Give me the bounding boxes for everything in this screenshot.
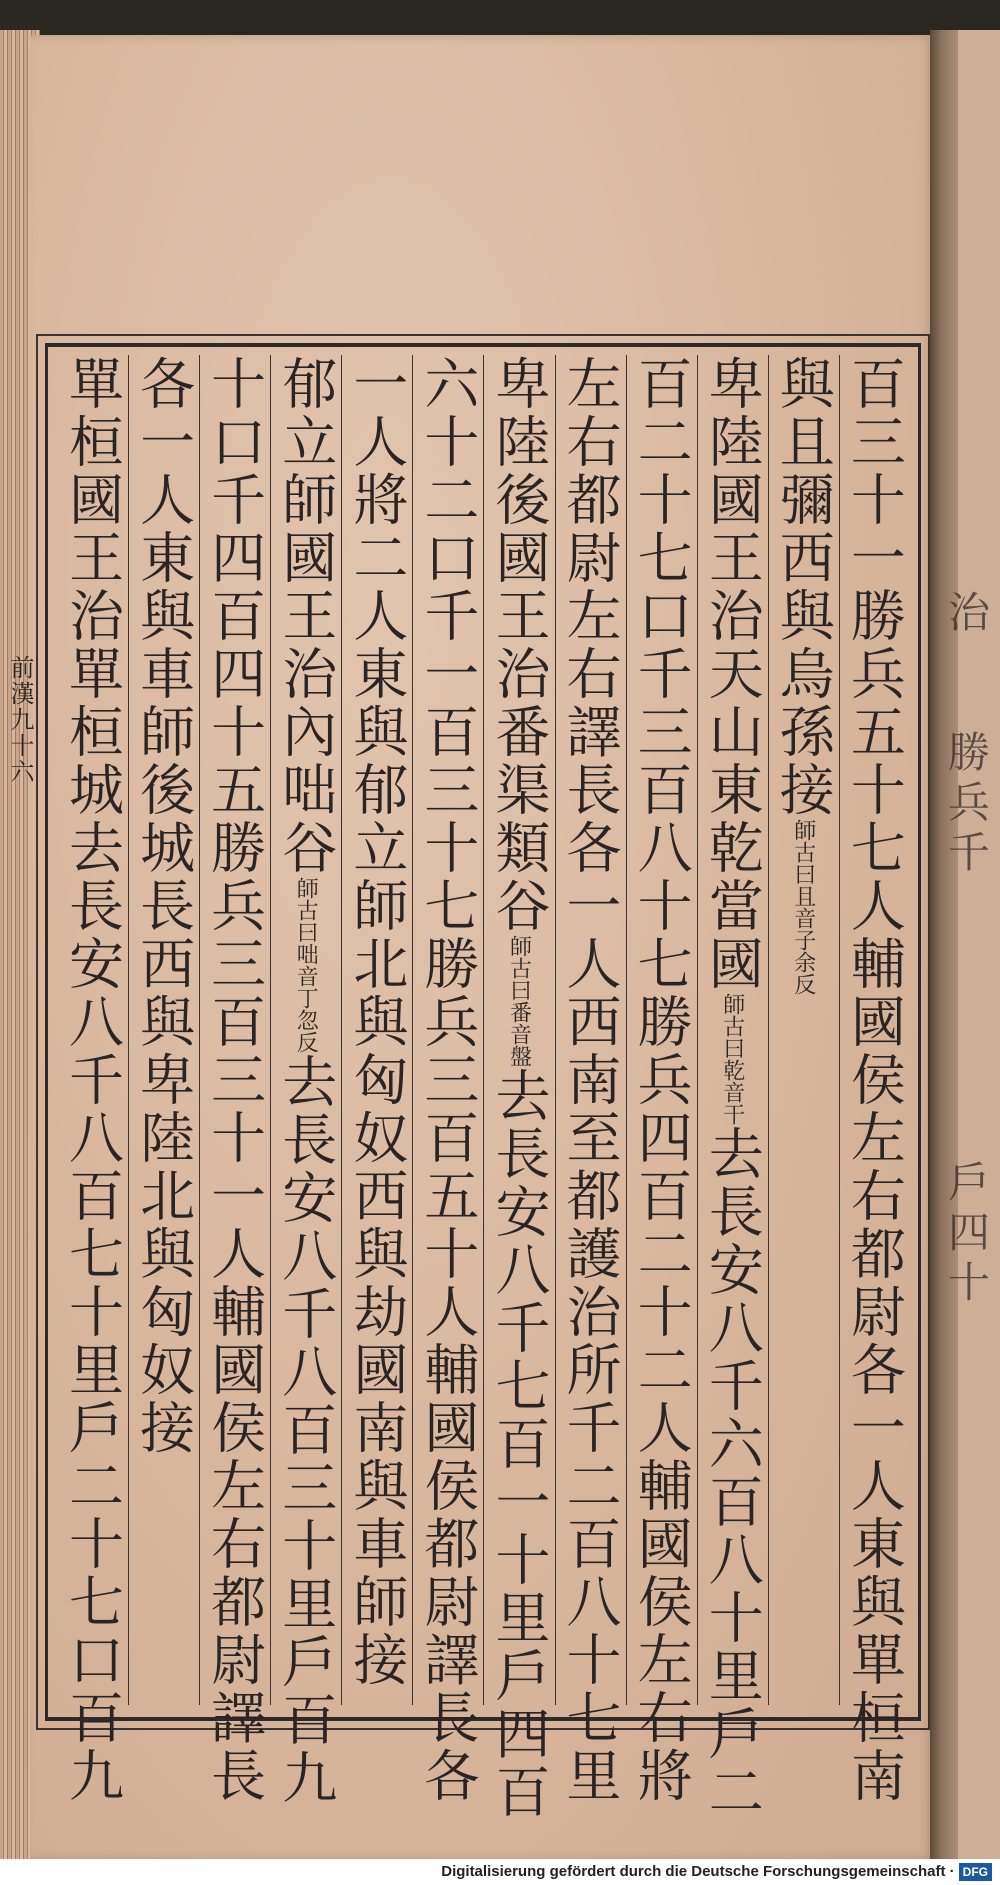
facing-fragment: 治 [942, 590, 991, 640]
digitization-footer [0, 1859, 1000, 1885]
footer-credit: Digitalisierung gefördert durch die Deutsche Forschungsgemeinschaft · [441, 1863, 955, 1880]
annotation-note: 師古曰咄音丁忽反 [293, 877, 319, 1053]
book-gutter [930, 30, 960, 1860]
facing-page [942, 30, 1000, 1860]
text-column: 百二十七口千三百八十七勝兵四百二十二人輔國侯左右將 [626, 355, 695, 1705]
facing-fragment: 戶四十 [942, 1160, 991, 1310]
text-column: 一人將二人東與郁立師北與匈奴西與劫國南與車師接 [341, 355, 410, 1705]
dfg-logo: DFG [959, 1863, 992, 1881]
text-column: 十口千四百四十五勝兵三百三十一人輔國侯左右都尉譯長 [199, 355, 268, 1705]
text-column: 單桓國王治單桓城去長安八千八百七十里戶二十七口百九 [60, 355, 124, 1805]
facing-fragment: 勝兵千 [942, 730, 991, 880]
text-column: 六十二口千一百三十七勝兵三百五十人輔國侯都尉譯長各 [412, 355, 481, 1705]
text-frame [45, 343, 921, 1821]
annotation-note: 師古曰乾音干 [719, 993, 745, 1125]
annotation-note: 師古曰番音盤 [506, 935, 532, 1067]
text-column: 郁立師國王治內咄谷師古曰咄音丁忽反去長安八千八百三十里戶百九 [270, 355, 339, 1705]
text-column: 各一人東與車師後城長西與卑陸北與匈奴接 [128, 355, 197, 1705]
banner-title: 前漢九十六 [6, 655, 34, 785]
annotation-note: 師古曰且音子余反 [790, 819, 816, 995]
text-column: 卑陸後國王治番渠類谷師古曰番音盤去長安八千七百一十里戶四百 [483, 355, 552, 1705]
text-column: 左右都尉左右譯長各一人西南至都護治所千二百八十七里 [555, 355, 624, 1705]
text-column: 與且彌西與烏孫接師古曰且音子余反 [768, 355, 837, 1705]
text-columns [48, 347, 918, 1821]
text-column: 百三十一勝兵五十七人輔國侯左右都尉各一人東與單桓南 [839, 355, 908, 1705]
text-column: 卑陸國王治天山東乾當國師古曰乾音干去長安八千六百八十里戶二 [697, 355, 766, 1705]
